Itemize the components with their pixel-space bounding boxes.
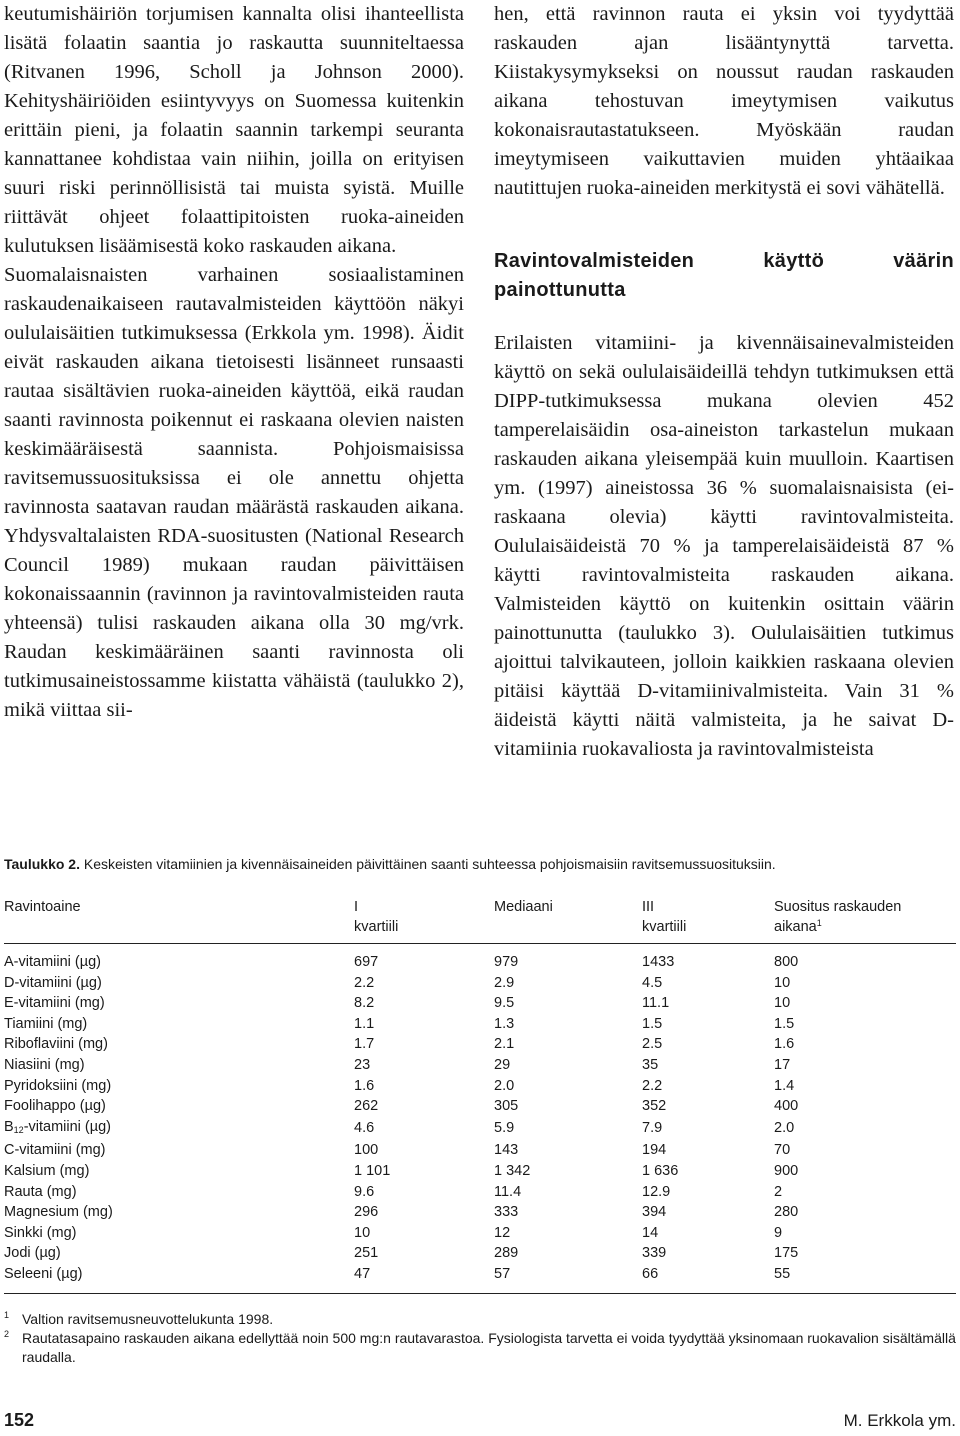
- table-caption-text: Keskeisten vitamiinien ja kivennäisaineiden päivittäinen saanti suhteessa pohjoismaisiin ravitsemussuosituksiin.: [83, 856, 776, 872]
- cell-median: 289: [494, 1245, 519, 1262]
- cell-recommendation: 9: [774, 1224, 783, 1241]
- cell-recommendation: 17: [774, 1056, 791, 1073]
- cell-q3: 1.5: [642, 1015, 663, 1032]
- cell-q1: 47: [354, 1264, 494, 1293]
- cell-nutrient: Niasiini (mg): [4, 1056, 85, 1073]
- cell-q1: 100: [354, 1142, 379, 1159]
- table-row: [4, 1117, 956, 1141]
- table-row: [4, 973, 956, 994]
- cell-q3: 4.5: [642, 974, 663, 991]
- table-caption: [4, 855, 956, 873]
- cell-recommendation: 1.4: [774, 1077, 795, 1094]
- header-nutrient: Ravintoaine: [4, 897, 354, 944]
- header-recommendation: Suositus raskauden aikana$^1$: [774, 897, 956, 944]
- table-row: [4, 993, 956, 1014]
- cell-q3: 11.1: [642, 995, 670, 1012]
- cell-recommendation: 10: [774, 974, 791, 991]
- header-median: Mediaani: [494, 897, 642, 944]
- cell-q1: 1.1: [354, 1015, 375, 1032]
- footnote: 2 Rautatasapaino raskauden aikana edellyttää noin 500 mg:n rautavarastoa. Fysiologista tarvetta ei voida tyydyttää yksinomaan ruokavalion sisältämällä raudalla.: [4, 1328, 956, 1365]
- header-q1: I kvartiili: [354, 897, 494, 944]
- cell-recommendation: 400: [774, 1098, 799, 1115]
- cell-recommendation: 900: [774, 1162, 799, 1179]
- cell-median: 2.9: [494, 974, 515, 991]
- cell-nutrient: Seleeni (µg): [4, 1264, 354, 1293]
- cell-nutrient: Pyridoksiini (mg): [4, 1077, 112, 1094]
- cell-median: 143: [494, 1142, 519, 1159]
- cell-q3: 2.5: [642, 1036, 663, 1053]
- paragraph: Erilaisten vitamiini- ja kivennäisainevalmisteiden käyttö on sekä oululaisäideillä tehdyn tutkimuksen että DIPP-tutkimuksessa mukana olevien 452 tamperelaisäidin osa-aineiston tarkastelun mukaan raskauden aikana yleisempää kuin muulloin. Kaartisen ym. (1997) aineistossa 36 % suomalaisnaisista (ei-raskaana olevia) käytti ravintovalmisteita. Oululaisäideistä 70 % ja tamperelaisäideistä 87 % käytti ravintovalmisteita raskauden aikana. Valmisteiden käyttö on kuitenkin osittain väärin painottunutta (taulukko 3). Oululaisäitien tutkimus ajoittui talvikauteen, jolloin kaikkien raskaana olevien pitäisi käyttää D-vitamiinivalmisteita. Vain 31 % äideistä käytti näitä valmisteita, ja he saivat D-vitamiinia ruokavaliosta ja ravintovalmisteista: [494, 332, 954, 760]
- table-footnotes: [4, 1310, 956, 1367]
- table-row: [4, 1264, 956, 1293]
- table-row: [4, 1096, 956, 1117]
- cell-q3: 339: [642, 1245, 667, 1262]
- table-label: Taulukko 2.: [4, 856, 80, 872]
- table-row: [4, 1223, 956, 1244]
- cell-q1: 4.6: [354, 1120, 375, 1137]
- cell-median: 2.0: [494, 1077, 515, 1094]
- cell-q3: 12.9: [642, 1183, 671, 1200]
- cell-nutrient: Foolihappo (µg): [4, 1098, 106, 1115]
- table-row: [4, 944, 956, 973]
- cell-nutrient: Sinkki (mg): [4, 1224, 77, 1241]
- cell-q1: 697: [354, 954, 379, 970]
- cell-recommendation: 800: [774, 954, 799, 970]
- cell-recommendation: 175: [774, 1245, 799, 1262]
- table-row: [4, 1076, 956, 1097]
- table-row: [4, 1014, 956, 1035]
- table-row: [4, 1140, 956, 1161]
- cell-recommendation: 70: [774, 1142, 791, 1159]
- cell-q1: 1.7: [354, 1036, 375, 1053]
- cell-median: 29: [494, 1056, 511, 1073]
- paragraph: Suomalaisnaisten varhainen sosiaalistaminen raskaudenaikaiseen rautavalmisteiden käyttöön näkyi oululaisäitien tutkimuksessa (Erkkola ym. 1998). Äidit eivät raskauden aikana tietoisesti lisänneet runsaasti rautaa sisältävien ruoka-aineiden käyttöä, eikä raudan saanti ravinnosta poikennut ei raskaana olevien naisten keskimääräisestä saannista. Pohjoismaisissa ravitsemussuosituksissa ei ole annettu ohjetta ravinnosta saatavan raudan määrästä raskauden aikana. Yhdysvaltalaisten RDA-suositusten (National Research Council 1989) mukaan raudan päivittäisen kokonaissaannin (ravinnon ja ravintovalmisteiden rauta yhteensä) tulisi raskauden aikana olla 30 mg/vrk. Raudan keskimääräinen saanti ravinnosta oli tutkimusaineistossamme kiistatta vähäistä (taulukko 2), mikä viittaa sii-: [4, 264, 464, 721]
- cell-median: 305: [494, 1098, 519, 1115]
- table-row: [4, 1034, 956, 1055]
- cell-median: 11.4: [494, 1183, 522, 1200]
- table-header-row: [4, 897, 956, 944]
- cell-recommendation: 2: [774, 1183, 783, 1200]
- cell-q3: 1 636: [642, 1162, 679, 1179]
- section-heading: Ravintovalmisteiden käyttö väärin painottunutta: [494, 250, 954, 301]
- cell-median: 333: [494, 1204, 519, 1221]
- cell-recommendation: 55: [774, 1264, 956, 1293]
- table-row: [4, 1202, 956, 1223]
- cell-nutrient: A-vitamiini (µg): [4, 954, 101, 970]
- cell-nutrient: D-vitamiini (µg): [4, 974, 102, 991]
- cell-q1: 8.2: [354, 995, 375, 1012]
- cell-recommendation: 1.6: [774, 1036, 795, 1053]
- cell-nutrient: Rauta (mg): [4, 1183, 77, 1200]
- cell-nutrient: Kalsium (mg): [4, 1162, 90, 1179]
- cell-median: 9.5: [494, 995, 515, 1012]
- page-number: 152: [4, 1410, 35, 1430]
- table-section: [4, 855, 956, 1367]
- table-row: [4, 1161, 956, 1182]
- cell-q1: 1 101: [354, 1162, 391, 1179]
- paragraph: hen, että ravinnon rauta ei yksin voi tyydyttää raskauden ajan lisääntynyttä tarvetta. Kiistakysymykseksi on noussut raudan raskauden aikana tehostuvan imeytymisen vaikutus kokonaisrautastatukseen. Myöskään raudan imeytymiseen vaikuttavien muiden yhtäaikaa nautittujen ruoka-aineiden merkitystä ei sovi vähätellä.: [494, 3, 954, 199]
- cell-q3: 14: [642, 1224, 659, 1241]
- header-q3: III kvartiili: [642, 897, 774, 944]
- cell-q1: 251: [354, 1245, 379, 1262]
- cell-q3: 66: [642, 1264, 774, 1293]
- cell-q1: 10: [354, 1224, 371, 1241]
- table-row: [4, 1055, 956, 1076]
- cell-nutrient: E-vitamiini (mg): [4, 995, 105, 1012]
- cell-q3: 394: [642, 1204, 667, 1221]
- cell-recommendation: 1.5: [774, 1015, 795, 1032]
- cell-q1: 2.2: [354, 974, 375, 991]
- cell-median: 12: [494, 1224, 511, 1241]
- cell-median: 2.1: [494, 1036, 515, 1053]
- cell-q3: 1433: [642, 954, 675, 970]
- cell-median: 1.3: [494, 1015, 515, 1032]
- cell-recommendation: 2.0: [774, 1120, 795, 1137]
- cell-q3: 7.9: [642, 1120, 663, 1137]
- cell-median: 1 342: [494, 1162, 531, 1179]
- table-row: [4, 1182, 956, 1203]
- cell-q1: 1.6: [354, 1077, 375, 1094]
- cell-nutrient: C-vitamiini (mg): [4, 1142, 106, 1159]
- cell-q3: 2.2: [642, 1077, 663, 1094]
- cell-q1: 9.6: [354, 1183, 375, 1200]
- cell-q3: 194: [642, 1142, 667, 1159]
- cell-nutrient: Riboflaviini (mg): [4, 1036, 108, 1053]
- nutrient-table: [4, 897, 956, 1294]
- table-row: [4, 1243, 956, 1264]
- cell-median: 57: [494, 1264, 642, 1293]
- cell-recommendation: 10: [774, 995, 791, 1012]
- cell-nutrient: Jodi (µg): [4, 1245, 61, 1262]
- cell-q1: 296: [354, 1204, 379, 1221]
- left-text-column: [4, 0, 464, 725]
- cell-q1: 262: [354, 1098, 379, 1115]
- footnote: 1 Valtion ravitsemusneuvottelukunta 1998.: [4, 1309, 274, 1327]
- table-body: [4, 944, 956, 1294]
- cell-recommendation: 280: [774, 1204, 799, 1221]
- cell-q3: 35: [642, 1056, 659, 1073]
- cell-q3: 352: [642, 1098, 667, 1115]
- cell-q1: 23: [354, 1056, 371, 1073]
- cell-nutrient: Magnesium (mg): [4, 1204, 113, 1221]
- cell-nutrient: $B_{12}$-vitamiini (µg): [4, 1118, 111, 1135]
- paragraph: keutumishäiriön torjumisen kannalta olisi ihanteellista lisätä folaatin saantia jo raskautta suunniteltaessa (Ritvanen 1996, Scholl ja Johnson 2000). Kehityshäiriöiden esiintyvyys on Suomessa kuitenkin erittäin pieni, ja folaatin saannin tarkempi seuranta kannattanee kohdistaa vain niihin, joilla on erityisen suuri riski perinnöllisistä tai muista syistä. Muille riittävät ohjeet folaattipitoisten ruoka-aineiden kulutuksen lisäämisestä koko raskauden aikana.: [4, 3, 464, 257]
- cell-median: 979: [494, 954, 519, 970]
- cell-nutrient: Tiamiini (mg): [4, 1015, 88, 1032]
- running-author: M. Erkkola ym.: [843, 1411, 956, 1430]
- right-text-column: [494, 0, 954, 764]
- cell-median: 5.9: [494, 1120, 515, 1137]
